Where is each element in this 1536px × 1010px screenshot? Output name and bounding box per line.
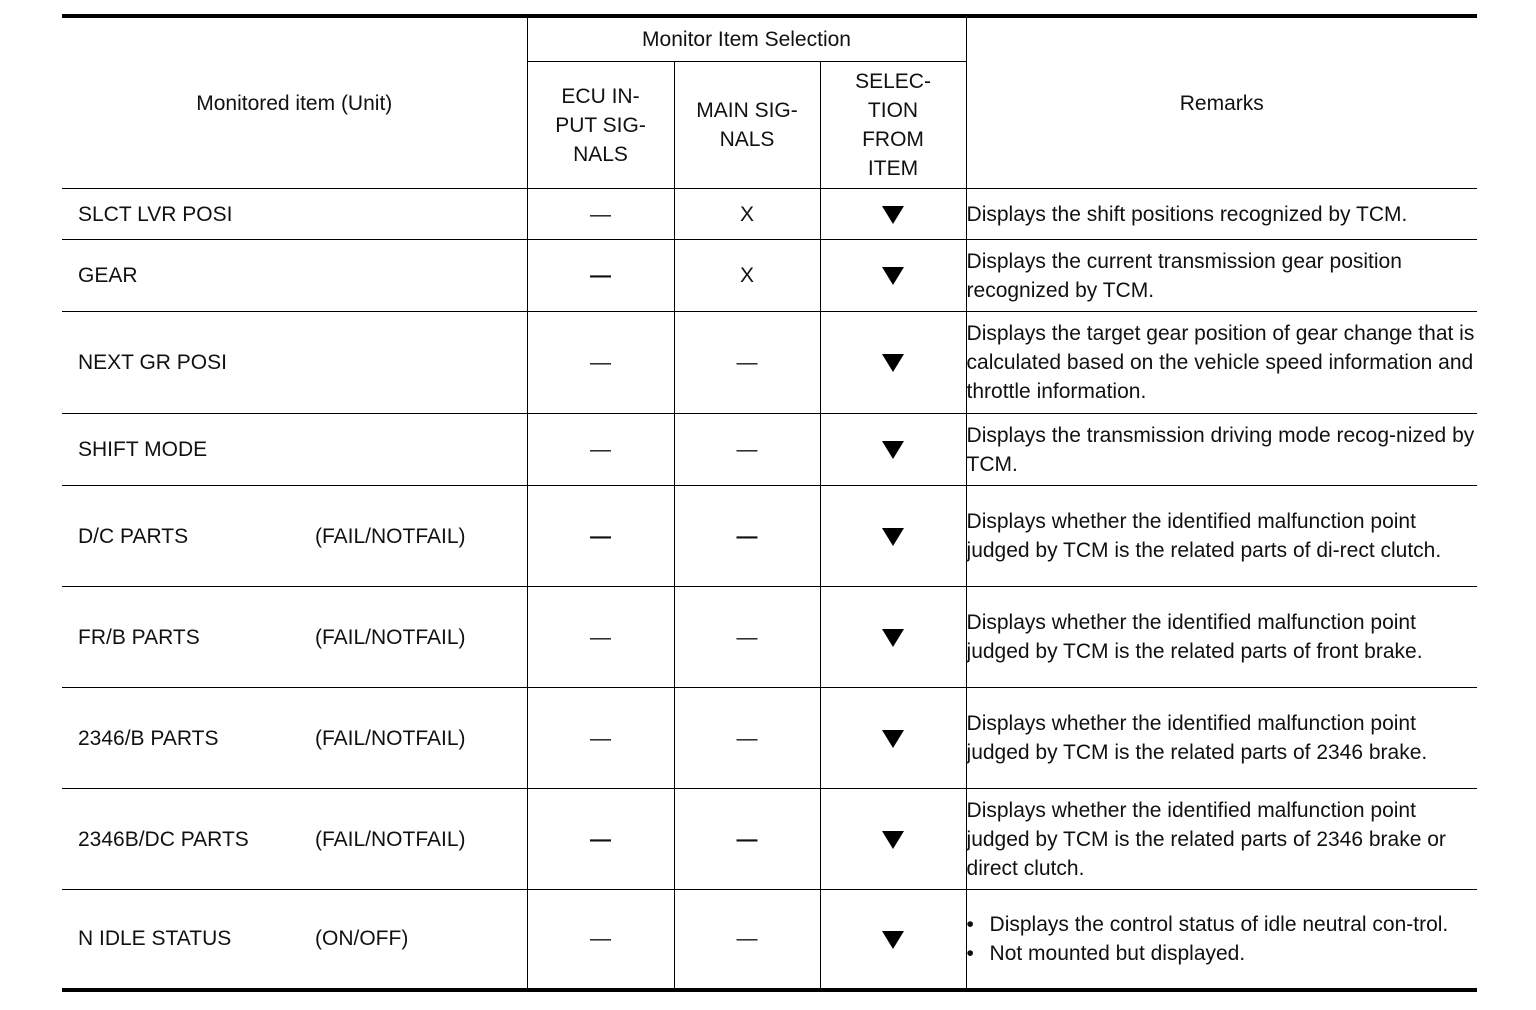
- item-name: SHIFT MODE: [78, 438, 208, 461]
- remarks-cell: Displays the current transmission gear position recognized by TCM.: [966, 240, 1477, 312]
- main-value: —: [736, 438, 758, 461]
- triangle-down-icon: [882, 528, 904, 546]
- table-row: [62, 789, 1477, 890]
- item-unit: (FAIL/NOTFAIL): [315, 524, 466, 548]
- item-name: FR/B PARTS: [78, 625, 200, 649]
- item-cell: [62, 240, 527, 312]
- table-row: [62, 240, 1477, 312]
- item-cell: [62, 486, 527, 587]
- main-cell: [674, 312, 820, 414]
- item-name: N IDLE STATUS: [78, 927, 232, 951]
- header-ecu-input-signals: [527, 62, 674, 189]
- ecu-value: —: [590, 264, 611, 287]
- item-cell: [62, 189, 527, 240]
- item-cell: [62, 890, 527, 990]
- item-unit: (FAIL/NOTFAIL): [315, 827, 466, 851]
- remarks-cell: Displays whether the identified malfunction point judged by TCM is the related parts of front brake.: [966, 587, 1477, 688]
- selection-cell: [820, 890, 966, 990]
- triangle-down-icon: [882, 441, 904, 459]
- item-cell: [62, 587, 527, 688]
- table-row: [62, 890, 1477, 990]
- triangle-down-icon: [882, 629, 904, 647]
- selection-cell: [820, 189, 966, 240]
- remarks-bullet: • Not mounted but displayed.: [967, 939, 1478, 968]
- main-value: —: [736, 351, 758, 374]
- main-cell: [674, 486, 820, 587]
- ecu-value: —: [590, 438, 611, 461]
- remarks-cell: Displays the shift positions recognized by TCM.: [966, 189, 1477, 240]
- item-unit: (FAIL/NOTFAIL): [315, 726, 466, 750]
- main-cell: [674, 789, 820, 890]
- item-name: 2346/B PARTS: [78, 726, 219, 750]
- header-selection-text: SELEC- TION FROM ITEM: [855, 70, 931, 180]
- remarks-bullet: • Displays the control status of idle neutral con-trol.: [967, 910, 1478, 939]
- header-main-signals: [674, 62, 820, 189]
- main-value: —: [736, 524, 758, 548]
- ecu-value: —: [590, 202, 611, 226]
- header-monitored-item: Monitored item (Unit): [62, 16, 527, 189]
- main-value: —: [736, 726, 758, 750]
- ecu-cell: [527, 890, 674, 990]
- item-cell: [62, 414, 527, 486]
- ecu-value: —: [590, 625, 611, 649]
- remarks-cell: Displays whether the identified malfunction point judged by TCM is the related parts of 2346 brake.: [966, 688, 1477, 789]
- main-cell: [674, 189, 820, 240]
- table-row: [62, 688, 1477, 789]
- item-cell: [62, 312, 527, 414]
- main-cell: [674, 890, 820, 990]
- ecu-cell: [527, 189, 674, 240]
- header-ecu-text: ECU IN- PUT SIG- NALS: [555, 84, 646, 166]
- remarks-cell: Displays whether the identified malfunction point judged by TCM is the related parts of di-rect clutch.: [966, 486, 1477, 587]
- ecu-cell: [527, 688, 674, 789]
- triangle-down-icon: [882, 831, 904, 849]
- selection-cell: [820, 486, 966, 587]
- table-row: [62, 189, 1477, 240]
- ecu-cell: [527, 587, 674, 688]
- item-name: NEXT GR POSI: [78, 351, 227, 374]
- triangle-down-icon: [882, 931, 904, 949]
- remarks-cell: Displays whether the identified malfunction point judged by TCM is the related parts of 2346 brake or direct clutch.: [966, 789, 1477, 890]
- remarks-cell: Displays the transmission driving mode recog-nized by TCM.: [966, 414, 1477, 486]
- selection-cell: [820, 414, 966, 486]
- triangle-down-icon: [882, 206, 904, 224]
- selection-cell: [820, 240, 966, 312]
- table-row: [62, 414, 1477, 486]
- selection-cell: [820, 688, 966, 789]
- main-value: —: [736, 625, 758, 649]
- item-name: 2346B/DC PARTS: [78, 827, 249, 851]
- remarks-cell: [966, 890, 1477, 990]
- ecu-cell: [527, 312, 674, 414]
- item-name: GEAR: [78, 264, 138, 287]
- table-row: [62, 486, 1477, 587]
- triangle-down-icon: [882, 730, 904, 748]
- main-value: —: [736, 827, 758, 851]
- ecu-value: —: [590, 827, 611, 851]
- item-name: D/C PARTS: [78, 524, 189, 548]
- item-cell: [62, 789, 527, 890]
- ecu-value: —: [590, 726, 611, 750]
- ecu-cell: [527, 240, 674, 312]
- header-monitor-item-selection: Monitor Item Selection: [527, 16, 966, 62]
- item-name: SLCT LVR POSI: [78, 202, 233, 226]
- main-cell: [674, 688, 820, 789]
- remarks-bullet-list: [967, 910, 1478, 968]
- ecu-cell: [527, 789, 674, 890]
- main-cell: [674, 414, 820, 486]
- main-value: X: [739, 202, 754, 226]
- header-remarks: Remarks: [966, 16, 1477, 189]
- item-unit: (ON/OFF): [315, 927, 409, 951]
- monitor-item-table: [62, 14, 1477, 992]
- selection-cell: [820, 789, 966, 890]
- table-row: [62, 587, 1477, 688]
- item-cell: [62, 688, 527, 789]
- ecu-value: —: [590, 524, 611, 548]
- header-main-text: MAIN SIG- NALS: [696, 99, 798, 151]
- table-row: [62, 312, 1477, 414]
- selection-cell: [820, 312, 966, 414]
- selection-cell: [820, 587, 966, 688]
- triangle-down-icon: [882, 267, 904, 285]
- ecu-cell: [527, 414, 674, 486]
- main-value: X: [739, 264, 754, 287]
- triangle-down-icon: [882, 354, 904, 372]
- ecu-cell: [527, 486, 674, 587]
- item-unit: (FAIL/NOTFAIL): [315, 625, 466, 649]
- main-cell: [674, 587, 820, 688]
- remarks-cell: Displays the target gear position of gear change that is calculated based on the vehicle speed information and throttle information.: [966, 312, 1477, 414]
- main-value: —: [736, 927, 758, 951]
- ecu-value: —: [590, 927, 611, 951]
- main-cell: [674, 240, 820, 312]
- ecu-value: —: [590, 351, 611, 374]
- header-selection-from-item: [820, 62, 966, 189]
